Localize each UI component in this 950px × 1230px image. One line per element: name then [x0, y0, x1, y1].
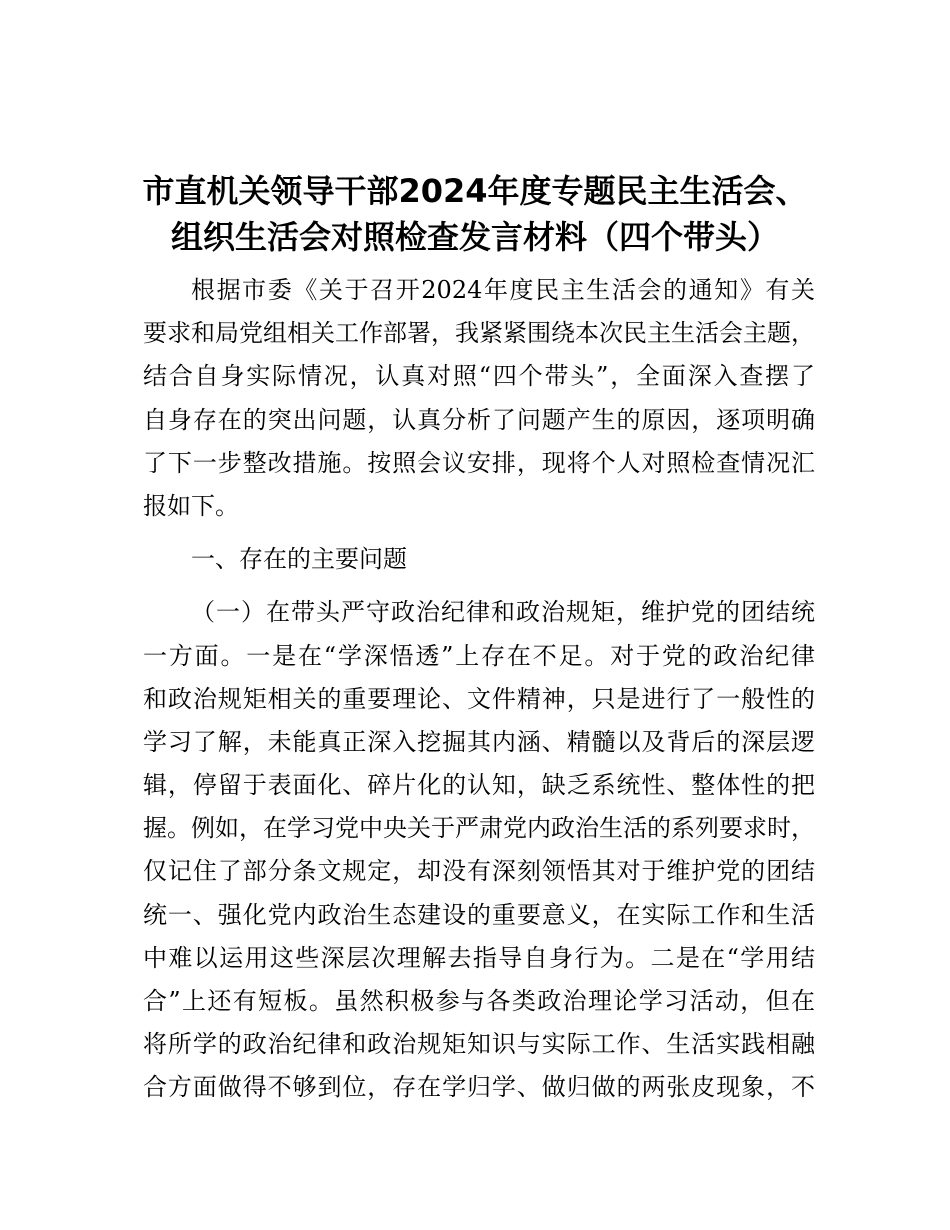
- body-line: 仅记住了部分条文规定，却没有深刻领悟其对于维护党的团结: [143, 857, 815, 886]
- intro-line: 结合自身实际情况，认真对照“四个带头”，全面深入查摆了: [143, 362, 815, 391]
- body-line: 合方面做得不够到位，存在学归学、做归做的两张皮现象，不: [143, 1073, 815, 1102]
- paragraph-gap: [143, 528, 815, 538]
- document-title: [120, 168, 830, 260]
- title-line-2: 组织生活会对照检查发言材料（四个带头）: [170, 218, 779, 256]
- body-line: 一方面。一是在“学深悟透”上存在不足。对于党的政治纪律: [143, 641, 815, 670]
- body-line: 辑，停留于表面化、碎片化的认知，缺乏系统性、整体性的把: [143, 771, 815, 800]
- body-line: 握。例如，在学习党中央关于严肃党内政治生活的系列要求时，: [143, 814, 815, 843]
- paragraph-gap: [143, 581, 815, 591]
- section-heading: 一、存在的主要问题: [191, 545, 407, 574]
- intro-line: 了下一步整改措施。按照会议安排，现将个人对照检查情况汇: [143, 448, 815, 477]
- body-line: 合”上还有短板。虽然积极参与各类政治理论学习活动，但在: [143, 987, 815, 1015]
- body-line: 和政治规矩相关的重要理论、文件精神，只是进行了一般性的: [143, 684, 815, 713]
- intro-line: 报如下。: [143, 491, 239, 520]
- title-line-1: 市直机关领导干部2024年度专题民主生活会、: [142, 172, 808, 210]
- body-line: 学习了解，未能真正深入挖掘其内涵、精髓以及背后的深层逻: [143, 727, 815, 756]
- intro-line: 自身存在的突出问题，认真分析了问题产生的原因，逐项明确: [143, 405, 815, 434]
- intro-line: 要求和局党组相关工作部署，我紧紧围绕本次民主生活会主题，: [143, 319, 815, 348]
- body-line: （一）在带头严守政治纪律和政治规矩，维护党的团结统: [191, 598, 815, 627]
- body-line: 中难以运用这些深层次理解去指导自身行为。二是在“学用结: [143, 943, 815, 972]
- intro-line: 根据市委《关于召开2024年度民主生活会的通知》有关: [191, 276, 815, 304]
- body-line: 统一、强化党内政治生态建设的重要意义，在实际工作和生活: [143, 900, 815, 929]
- body-line: 将所学的政治纪律和政治规矩知识与实际工作、生活实践相融: [143, 1030, 815, 1059]
- document-body: [143, 269, 815, 1110]
